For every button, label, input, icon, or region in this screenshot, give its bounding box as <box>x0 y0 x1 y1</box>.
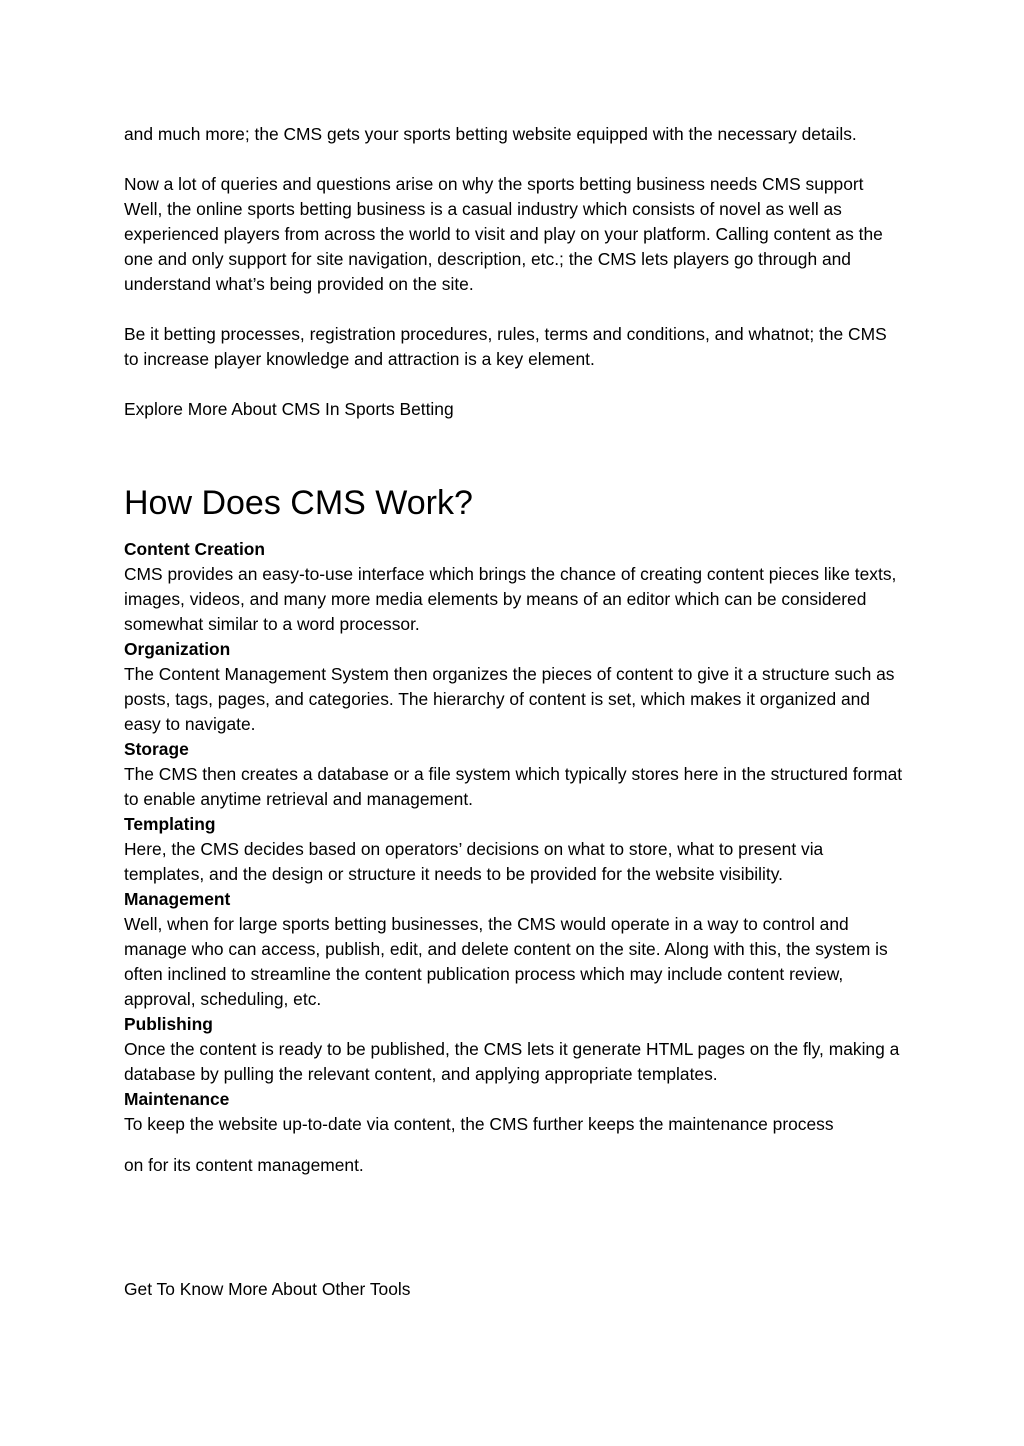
page-heading: How Does CMS Work? <box>124 484 473 522</box>
section-heading-organization: Organization <box>124 639 231 659</box>
section-body-organization: The Content Management System then organizes the pieces of content to give it a structure such as posts, tags, pages, and categories. The hierarchy of content is set, which makes it organized and easy to navigate. <box>124 664 895 734</box>
intro-paragraph-3: Be it betting processes, registration procedures, rules, terms and conditions, and whatnot; the CMS to increase player knowledge and attraction is a key element. <box>124 324 887 369</box>
section-heading-management: Management <box>124 889 231 909</box>
intro-paragraph-1: and much more; the CMS gets your sports betting website equipped with the necessary details. <box>124 124 857 144</box>
section-heading-templating: Templating <box>124 814 216 834</box>
section-body-management: Well, when for large sports betting businesses, the CMS would operate in a way to control and manage who can access, publish, edit, and delete content on the site. Along with this, the system is often inclined to streamline the content publication process which may include content review, approval, scheduling, etc. <box>124 914 888 1009</box>
intro-paragraph-2: Now a lot of queries and questions arise on why the sports betting business needs CMS support Well, the online sports betting business is a casual industry which consists of novel as well as experienced players from across the world to visit and play on your platform. Calling content as the one and only support for site navigation, description, etc.; the CMS lets players go through and understand what’s being provided on the site. <box>124 174 883 294</box>
other-tools-link[interactable]: Get To Know More About Other Tools <box>124 1279 411 1299</box>
section-body-publishing: Once the content is ready to be published, the CMS lets it generate HTML pages on the fly, making a database by pulling the relevant content, and applying appropriate templates. <box>124 1039 900 1084</box>
section-body-content-creation: CMS provides an easy-to-use interface which brings the chance of creating content pieces like texts, images, videos, and many more media elements by means of an editor which can be considered somewhat similar to a word processor. <box>124 564 897 634</box>
section-heading-storage: Storage <box>124 739 189 759</box>
section-body-storage: The CMS then creates a database or a file system which typically stores here in the structured format to enable anytime retrieval and management. <box>124 764 903 809</box>
section-heading-content-creation: Content Creation <box>124 539 266 559</box>
section-heading-publishing: Publishing <box>124 1014 213 1034</box>
section-body-maintenance-continued: on for its content management. <box>124 1155 364 1175</box>
section-body-templating: Here, the CMS decides based on operators’ decisions on what to store, what to present via templates, and the design or structure it needs to be provided for the website visibility. <box>124 839 824 884</box>
section-heading-maintenance: Maintenance <box>124 1089 230 1109</box>
intro-block <box>124 122 904 422</box>
explore-cms-link[interactable]: Explore More About CMS In Sports Betting <box>124 399 454 419</box>
how-it-works-list <box>124 537 904 1137</box>
section-body-maintenance: To keep the website up-to-date via content, the CMS further keeps the maintenance process <box>124 1114 834 1134</box>
